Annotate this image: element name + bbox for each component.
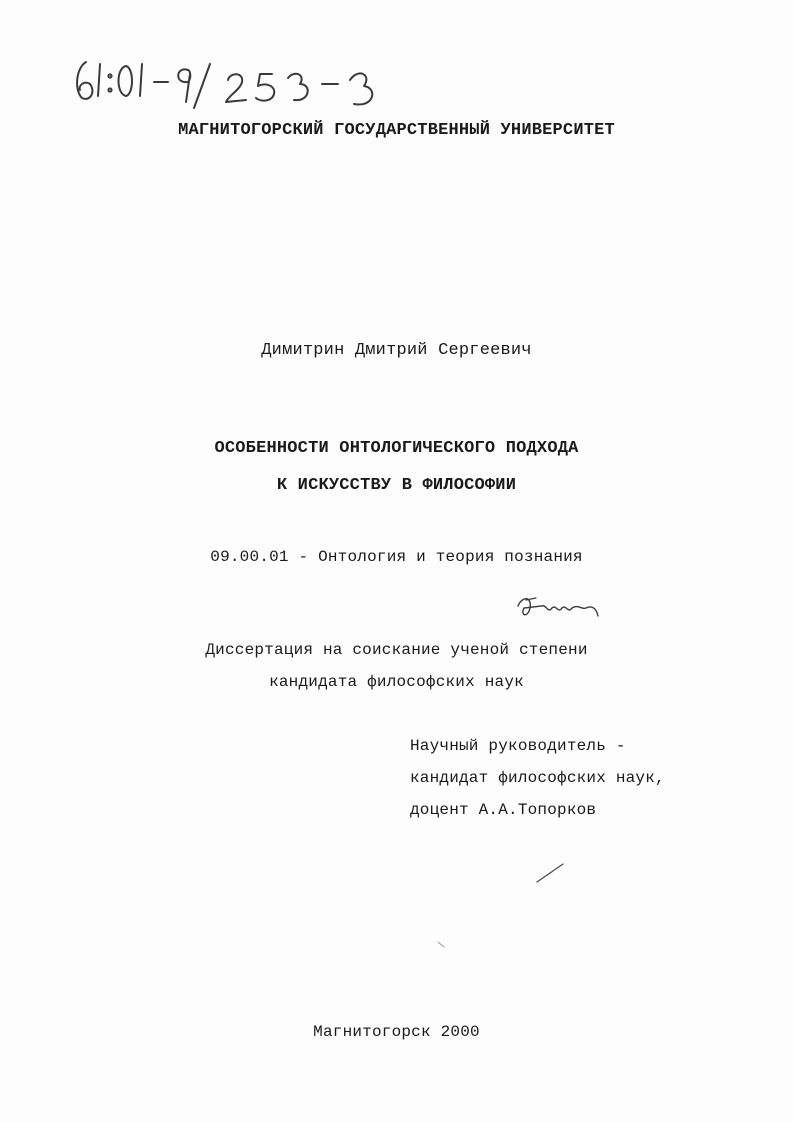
city-year: Магнитогорск 2000 <box>313 1023 480 1041</box>
dissertation-line-2: кандидата философских наук <box>269 673 524 691</box>
thesis-title-line-2: К ИСКУССТВУ В ФИЛОСОФИИ <box>276 476 517 495</box>
supervisor-line-1: Научный руководитель - <box>410 737 626 755</box>
dissertation-line-1: Диссертация на соискание ученой степени <box>205 641 588 659</box>
author-name: Димитрин Дмитрий Сергеевич <box>261 341 532 360</box>
university-name: МАГНИТОГОРСКИЙ ГОСУДАРСТВЕННЫЙ УНИВЕРСИТЕТ <box>178 121 615 140</box>
archive-number-scribble <box>68 50 418 118</box>
supervisor-line-3: доцент А.А.Топорков <box>410 801 597 819</box>
specialty-code: 09.00.01 - Онтология и теория познания <box>210 548 583 566</box>
stray-dot-mark <box>436 940 448 950</box>
thesis-title-line-1: ОСОБЕННОСТИ ОНТОЛОГИЧЕСКОГО ПОДХОДА <box>214 439 579 458</box>
archive-number-handwritten <box>68 50 418 118</box>
signature-handwritten <box>512 588 607 628</box>
stray-pen-mark <box>535 860 567 886</box>
supervisor-line-2: кандидат философских наук, <box>410 769 665 787</box>
